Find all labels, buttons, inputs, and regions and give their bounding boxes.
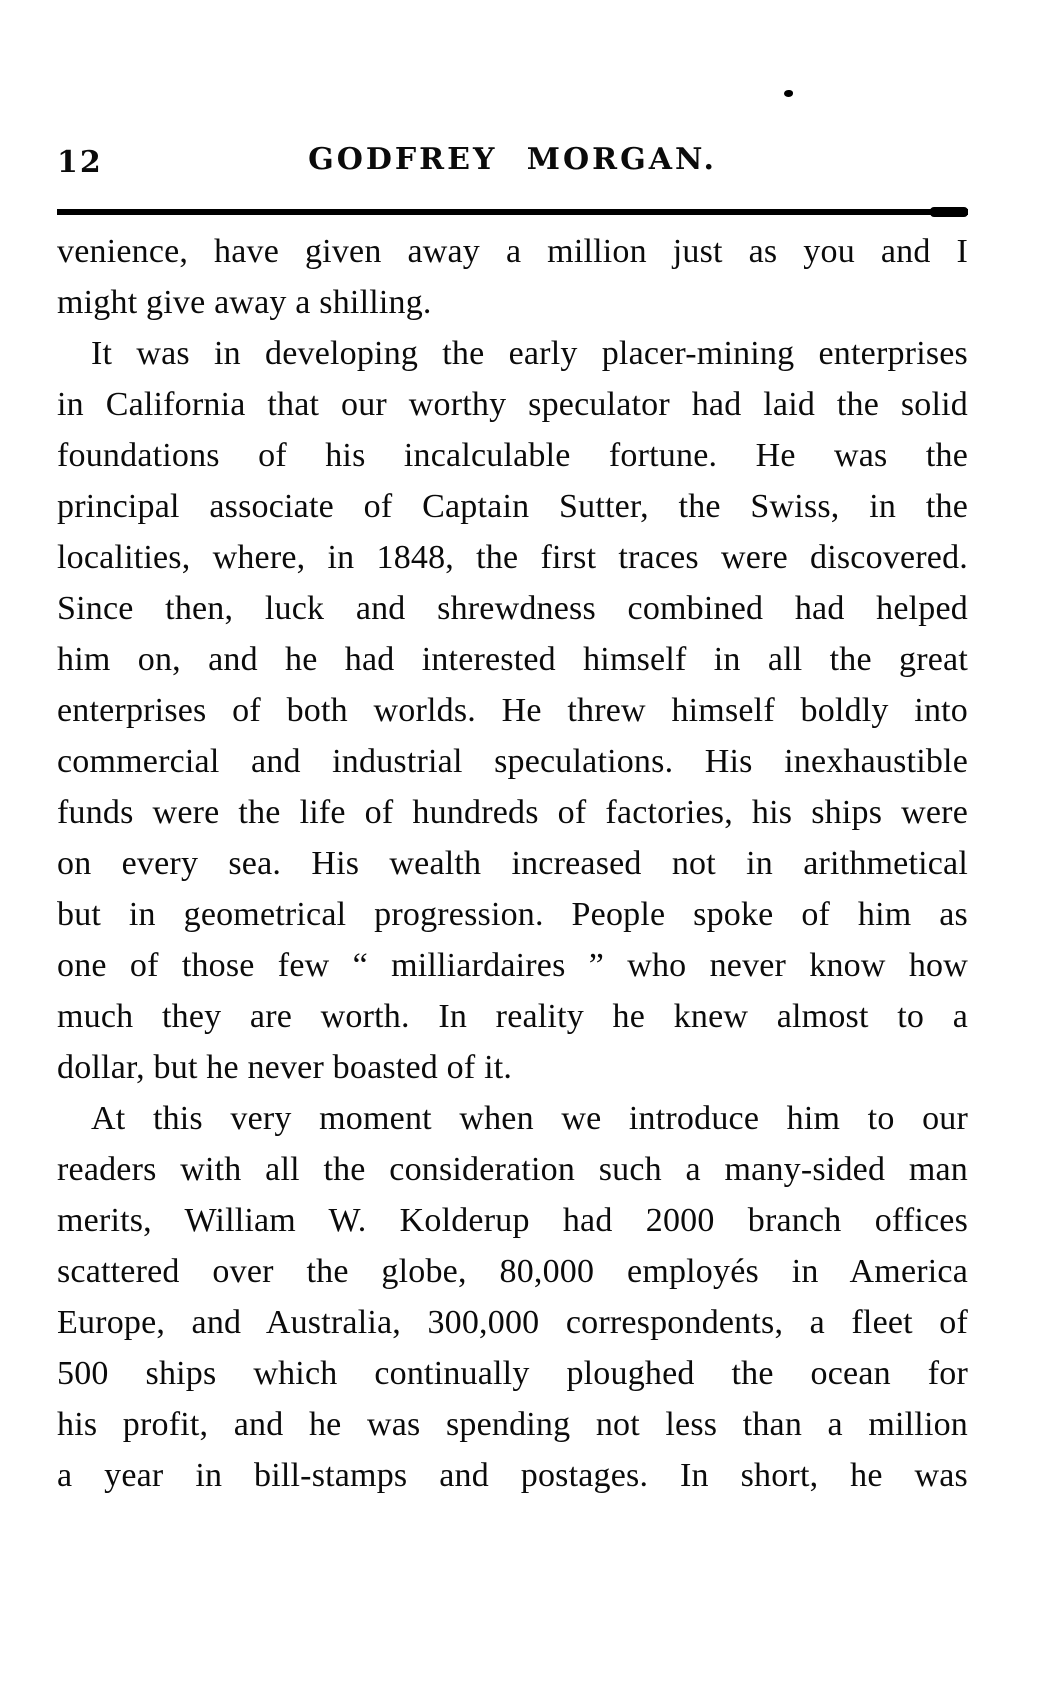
page-header [57, 142, 968, 184]
page-number: 12 [57, 145, 103, 180]
text-line: venience, have given away a million just as you and I [57, 233, 968, 270]
text-line: principal associate of Captain Sutter, the Swiss, in the [57, 488, 968, 525]
text-line: enterprises of both worlds. He threw himself boldly into [57, 692, 968, 729]
text-line: 500 ships which continually ploughed the ocean for [57, 1355, 968, 1392]
text-line: It was in developing the early placer-mining enterprises [91, 335, 968, 372]
text-line: scattered over the globe, 80,000 employés in America [57, 1253, 968, 1290]
text-line: much they are worth. In reality he knew almost to a [57, 998, 968, 1035]
ink-speck-artifact [784, 90, 793, 97]
text-line: At this very moment when we introduce him to our [91, 1100, 968, 1137]
body-text [57, 226, 968, 1501]
text-line: one of those few “ milliardaires ” who never know how [57, 947, 968, 984]
text-line: in California that our worthy speculator had laid the solid [57, 386, 968, 423]
running-head-title: GODFREY MORGAN. [308, 142, 717, 177]
header-divider-rule [57, 209, 968, 215]
text-line: readers with all the consideration such a many-sided man [57, 1151, 968, 1188]
text-line: merits, William W. Kolderup had 2000 branch offices [57, 1202, 968, 1239]
text-line: funds were the life of hundreds of factories, his ships were [57, 794, 968, 831]
text-line: on every sea. His wealth increased not in arithmetical [57, 845, 968, 882]
text-line: Europe, and Australia, 300,000 correspondents, a fleet of [57, 1304, 968, 1341]
text-line: his profit, and he was spending not less than a million [57, 1406, 968, 1443]
text-line: localities, where, in 1848, the first traces were discovered. [57, 539, 968, 576]
text-line: a year in bill-stamps and postages. In short, he was [57, 1457, 968, 1494]
text-line: but in geometrical progression. People spoke of him as [57, 896, 968, 933]
text-line: him on, and he had interested himself in all the great [57, 641, 968, 678]
text-line: Since then, luck and shrewdness combined had helped [57, 590, 968, 627]
text-line: dollar, but he never boasted of it. [57, 1049, 513, 1086]
text-line: foundations of his incalculable fortune. He was the [57, 437, 968, 474]
text-line: commercial and industrial speculations. His inexhaustible [57, 743, 968, 780]
text-line: might give away a shilling. [57, 284, 432, 321]
